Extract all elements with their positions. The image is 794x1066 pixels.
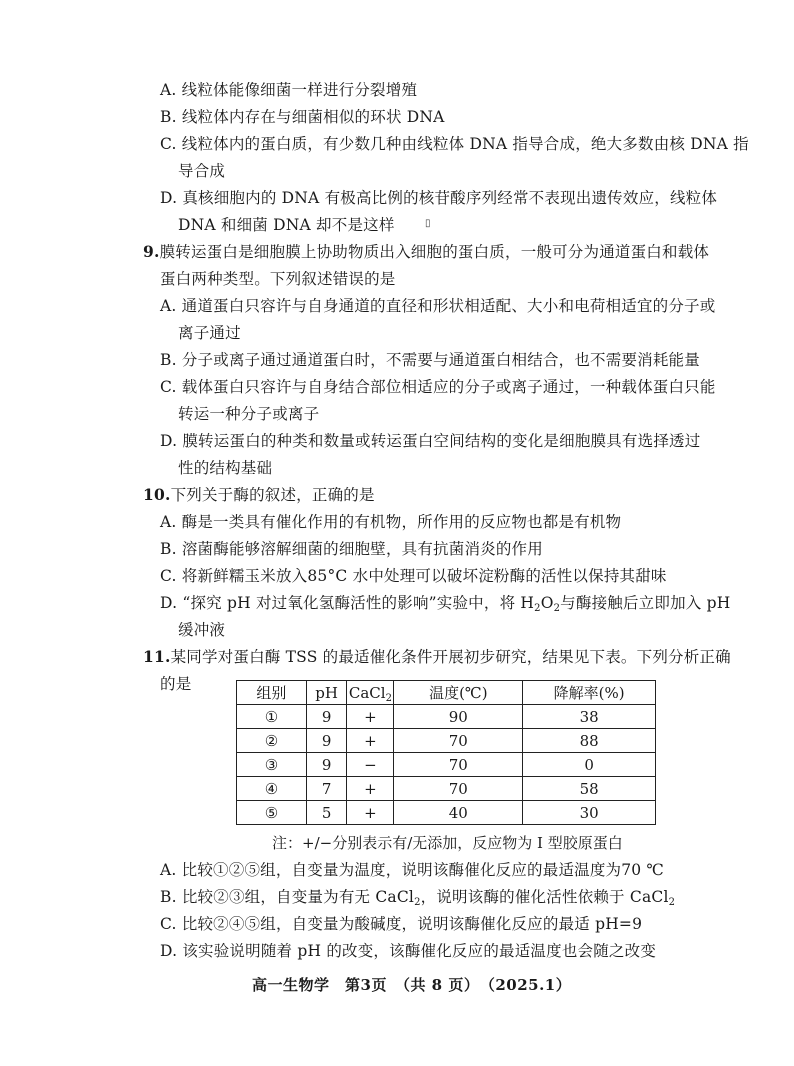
cell-ph: 7 bbox=[306, 777, 347, 801]
header-cacl2-text: CaCl bbox=[348, 683, 386, 702]
scan-mark: ▯ bbox=[425, 218, 431, 229]
q11-stem-line2: 的是 bbox=[160, 675, 192, 693]
q9-stem-line1 bbox=[143, 242, 709, 262]
cell-ph: 9 bbox=[306, 705, 347, 729]
q8-option-b: B. 线粒体内存在与细菌相似的环状 DNA bbox=[160, 108, 445, 126]
cell-temperature: 70 bbox=[394, 753, 523, 777]
q9-option-d-line2: 性的结构基础 bbox=[178, 459, 273, 477]
q9-stem-line2: 蛋白两种类型。下列叙述错误的是 bbox=[160, 270, 396, 288]
cell-degradation: 0 bbox=[523, 753, 656, 777]
q9-option-d-line1: D. 膜转运蛋白的种类和数量或转运蛋白空间结构的变化是细胞膜具有选择透过 bbox=[160, 432, 701, 450]
q10-d-text-post: 与酶接触后立即加入 pH bbox=[560, 594, 731, 612]
header-cacl2-sub: 2 bbox=[385, 692, 392, 704]
cell-ph: 5 bbox=[306, 801, 347, 825]
q10-option-a: A. 酶是一类具有催化作用的有机物，所作用的反应物也都是有机物 bbox=[160, 513, 622, 531]
q10-option-c: C. 将新鲜糯玉米放入85°C 水中处理可以破坏淀粉酶的活性以保持其甜味 bbox=[160, 567, 667, 585]
q11-b-text-mid: ，说明该酶的催化活性依赖于 CaCl bbox=[420, 888, 669, 906]
q11-option-b bbox=[160, 887, 675, 907]
table-row bbox=[237, 705, 656, 729]
cell-cacl2: + bbox=[347, 729, 394, 753]
cell-cacl2: + bbox=[347, 801, 394, 825]
cell-temperature: 90 bbox=[394, 705, 523, 729]
cell-group: ④ bbox=[237, 777, 307, 801]
cell-degradation: 88 bbox=[523, 729, 656, 753]
q9-stem-text1: 膜转运蛋白是细胞膜上协助物质出入细胞的蛋白质，一般可分为通道蛋白和载体 bbox=[159, 243, 710, 261]
q10-option-d-line2: 缓冲液 bbox=[178, 621, 226, 639]
cell-degradation: 38 bbox=[523, 705, 656, 729]
header-ph: pH bbox=[306, 681, 347, 705]
header-cacl2 bbox=[347, 681, 394, 705]
page-footer: 高一生物学 第3页 （共 8 页） （2025.1） bbox=[252, 976, 572, 994]
cell-degradation: 30 bbox=[523, 801, 656, 825]
cell-cacl2: − bbox=[347, 753, 394, 777]
q11-stem-line1 bbox=[143, 647, 731, 667]
q9-option-a-line2: 离子通过 bbox=[178, 324, 241, 342]
q8-option-a: A. 线粒体能像细菌一样进行分裂增殖 bbox=[160, 81, 418, 99]
q9-option-c-line2: 转运一种分子或离子 bbox=[178, 405, 320, 423]
q10-option-b: B. 溶菌酶能够溶解细菌的细胞壁，具有抗菌消炎的作用 bbox=[160, 540, 543, 558]
q10-d-text-mid: O bbox=[540, 594, 554, 612]
cell-degradation: 58 bbox=[523, 777, 656, 801]
q10-number: 10. bbox=[143, 485, 171, 504]
q11-number: 11. bbox=[143, 647, 171, 666]
cell-group: ⑤ bbox=[237, 801, 307, 825]
table-note: 注：+/−分别表示有/无添加，反应物为 Ⅰ 型胶原蛋白 bbox=[272, 834, 623, 852]
cell-cacl2: + bbox=[347, 705, 394, 729]
q10-option-d-line1 bbox=[160, 593, 730, 613]
cell-cacl2: + bbox=[347, 777, 394, 801]
q8-option-c-line2: 导合成 bbox=[178, 162, 226, 180]
q10-stem-text: 下列关于酶的叙述，正确的是 bbox=[170, 486, 375, 504]
q9-option-b: B. 分子或离子通过通道蛋白时，不需要与通道蛋白相结合，也不需要消耗能量 bbox=[160, 351, 700, 369]
cell-temperature: 40 bbox=[394, 801, 523, 825]
q8-option-d-line1: D. 真核细胞内的 DNA 有极高比例的核苷酸序列经常不表现出遗传效应，线粒体 bbox=[160, 189, 718, 207]
cell-group: ② bbox=[237, 729, 307, 753]
q10-d-sub2: 2 bbox=[553, 603, 561, 614]
cell-ph: 9 bbox=[306, 753, 347, 777]
results-table bbox=[236, 680, 656, 825]
q8-option-c-line1: C. 线粒体内的蛋白质，有少数几种由线粒体 DNA 指导合成，绝大多数由核 DNA 指 bbox=[160, 135, 749, 153]
q11-option-c: C. 比较②④⑤组，自变量为酸碱度，说明该酶催化反应的最适 pH=9 bbox=[160, 915, 643, 933]
q10-d-text-pre: D. “探究 pH 对过氧化氢酶活性的影响”实验中，将 H bbox=[160, 594, 535, 612]
table-row bbox=[237, 753, 656, 777]
q10-d-sub1: 2 bbox=[534, 603, 541, 614]
cell-group: ③ bbox=[237, 753, 307, 777]
q11-b-text-pre: B. 比较②③组，自变量为有无 CaCl bbox=[160, 888, 415, 906]
table-row bbox=[237, 801, 656, 825]
q11-option-a: A. 比较①②⑤组，自变量为温度，说明该酶催化反应的最适温度为70 ℃ bbox=[160, 861, 665, 879]
header-temperature: 温度(℃) bbox=[394, 681, 523, 705]
cell-ph: 9 bbox=[306, 729, 347, 753]
q11-option-d: D. 该实验说明随着 pH 的改变，该酶催化反应的最适温度也会随之改变 bbox=[160, 942, 657, 960]
q9-number: 9. bbox=[143, 242, 160, 261]
table-header-row bbox=[237, 681, 656, 705]
cell-temperature: 70 bbox=[394, 777, 523, 801]
q9-option-c-line1: C. 载体蛋白只容许与自身结合部位相适应的分子或离子通过，一种载体蛋白只能 bbox=[160, 378, 716, 396]
cell-group: ① bbox=[237, 705, 307, 729]
q8-option-d-line2: DNA 和细菌 DNA 却不是这样 bbox=[178, 216, 395, 234]
q10-stem bbox=[143, 485, 375, 505]
q11-stem-text1: 某同学对蛋白酶 TSS 的最适催化条件开展初步研究，结果见下表。下列分析正确 bbox=[170, 648, 731, 666]
header-degradation: 降解率(%) bbox=[523, 681, 656, 705]
table-row bbox=[237, 777, 656, 801]
table-row bbox=[237, 729, 656, 753]
q11-b-sub1: 2 bbox=[414, 897, 421, 908]
q11-b-sub2: 2 bbox=[668, 897, 676, 908]
q9-option-a-line1: A. 通道蛋白只容许与自身通道的直径和形状相适配、大小和电荷相适宜的分子或 bbox=[160, 297, 716, 315]
header-group: 组别 bbox=[237, 681, 307, 705]
cell-temperature: 70 bbox=[394, 729, 523, 753]
